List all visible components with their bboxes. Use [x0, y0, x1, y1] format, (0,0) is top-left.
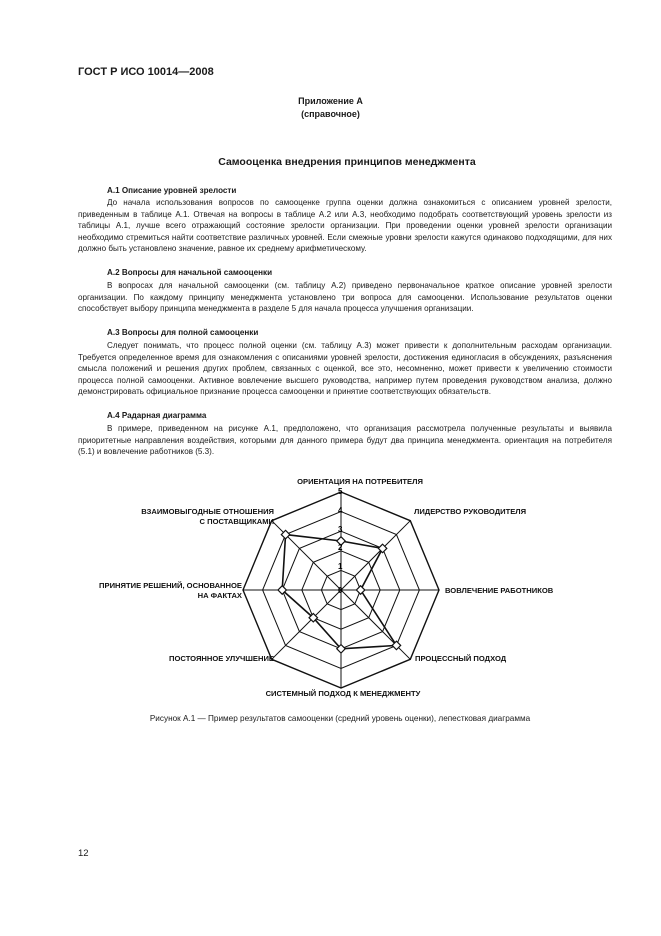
radar-axis-labels: [99, 477, 554, 698]
appendix-note: (справочное): [301, 109, 360, 119]
section-text-a2: В вопросах для начальной самооценки (см. таблицу А.2) приведено первоначальное краткое описание уровней зрелости организации. По каждому принципу менеджмента установлено три вопроса для самооценки. Использование результатов оценки способствует выбору принципа менеджмента в разделе 5 для начала процесса улучшения организации.: [78, 281, 612, 314]
axis-label-system: СИСТЕМНЫЙ ПОДХОД К МЕНЕДЖМЕНТУ: [265, 689, 421, 698]
section-heading-a3: А.3 Вопросы для полной самооценки: [107, 328, 259, 337]
axis-label-process: ПРОЦЕССНЫЙ ПОДХОД: [415, 654, 507, 663]
section-heading-a2: А.2 Вопросы для начальной самооценки: [107, 268, 273, 277]
axis-label-leadership: ЛИДЕРСТВО РУКОВОДИТЕЛЯ: [414, 507, 527, 516]
appendix-title: Приложение А: [298, 96, 363, 106]
main-title: Самооценка внедрения принципов менеджмента: [218, 156, 476, 168]
section-text-a4: В примере, приведенном на рисунке А.1, предположено, что организация рассмотрела полученные результаты и выявила приоритетные направления воздействия, которыми для данного примера будут два принципа менеджмента. ориентация на потребителя (5.1) и вовлечение работников (5.3).: [78, 424, 612, 457]
axis-label-decisions-text: ПРИНЯТИЕ РЕШЕНИЙ, ОСНОВАННОЕ НА ФАКТАХ: [99, 581, 242, 600]
axis-label-suppliers: [141, 507, 274, 526]
data-point-marker: [356, 586, 364, 594]
scale-label: 0: [338, 586, 343, 595]
scale-label: 2: [338, 543, 343, 552]
scale-label: 1: [338, 562, 343, 571]
scale-label: 3: [338, 525, 343, 534]
scale-label: 4: [338, 506, 343, 515]
section-text-a1: До начала использования вопросов по самооценке группа оценки должна ознакомиться с описанием уровней зрелости, приведенным в таблице А.1. Отвечая на вопросы в таблице А.2 или А.3, необходимо подобрать соответствующий уровень зрелости из таблицы А.1, лучше всего отражающий состояние зрелости организации. При проведении оценки уровней зрелости организации необходимо стремиться найти соответствие различных уровней. Если смежные уровни зрелости кажутся одинаково подходящими, для них должно быть установлено значение, равное их среднему арифметическому.: [78, 198, 612, 254]
document-code: ГОСТ Р ИСО 10014—2008: [78, 66, 214, 78]
axis-label-decisions: [99, 581, 242, 600]
axis-label-involvement: ВОВЛЕЧЕНИЕ РАБОТНИКОВ: [445, 586, 554, 595]
axis-label-customer-focus: ОРИЕНТАЦИЯ НА ПОТРЕБИТЕЛЯ: [297, 477, 423, 486]
section-text-a3: Следует понимать, что процесс полной оценки (см. таблицу А.3) может привести к дополнительным расходам организации. Требуется определенное время для ознакомления с описаниями уровней зрелости, достижения единогласия в обсуждениях, разъяснения смысла положений и решения других проблем, связанных с оценкой, все это, несомненно, может привести к увеличению стоимости процесса полной самооценки. Активное вовлечение высшего руководства, например путем проведения руководством анализа, должно демонстрировать официальное признание процесса самооценки и принятие соответствующих обязательств.: [78, 341, 612, 397]
figure-caption: Рисунок А.1 — Пример результатов самооценки (средний уровень оценки), лепестковая диаграмма: [149, 714, 531, 723]
page-number: 12: [78, 848, 89, 859]
section-heading-a1: А.1 Описание уровней зрелости: [107, 186, 237, 195]
axis-label-improvement: ПОСТОЯННОЕ УЛУЧШЕНИЕ: [169, 654, 274, 663]
section-heading-a4: А.4 Радарная диаграмма: [107, 411, 207, 420]
axis-label-suppliers-text: ВЗАИМОВЫГОДНЫЕ ОТНОШЕНИЯ С ПОСТАВЩИКАМИ: [141, 507, 274, 526]
scale-label: 5: [338, 487, 343, 496]
